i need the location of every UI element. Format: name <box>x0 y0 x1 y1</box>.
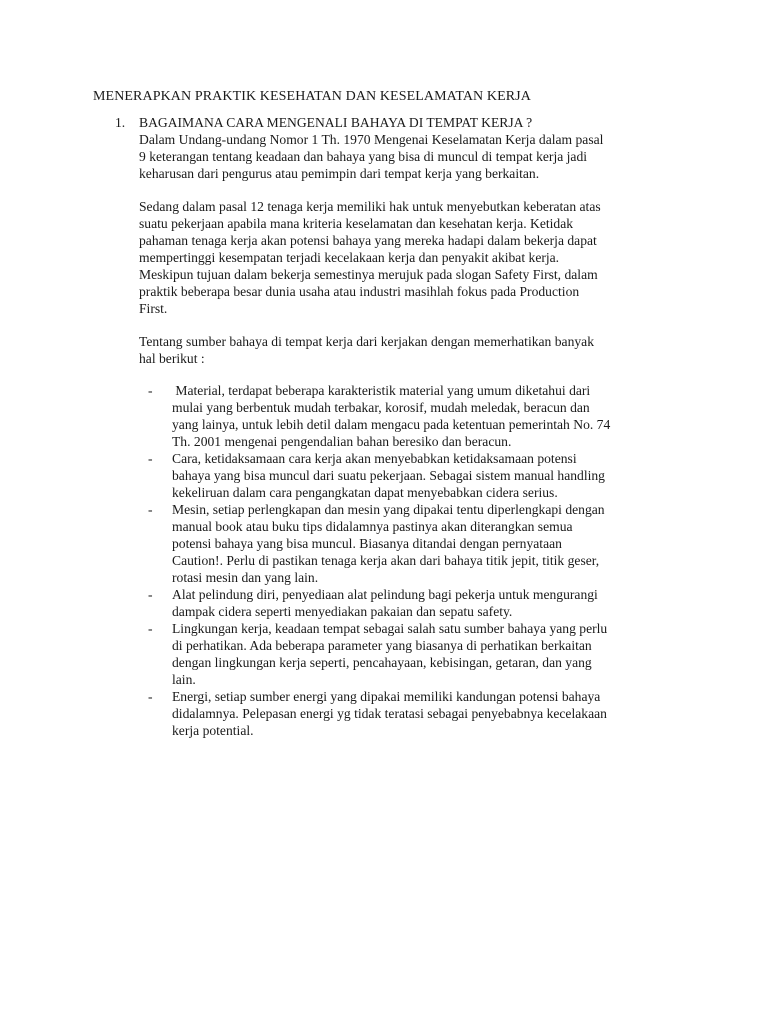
list-line: Lingkungan kerja, keadaan tempat sebagai salah satu sumber bahaya yang perlu <box>172 621 608 636</box>
list-line: Energi, setiap sumber energi yang dipakai memiliki kandungan potensi bahaya <box>172 689 601 704</box>
bullet-dash: - <box>148 502 153 517</box>
paragraph-line: praktik beberapa besar dunia usaha atau industri masihlah fokus pada Production <box>139 284 580 299</box>
paragraph-line: keharusan dari pengurus atau pemimpin dari tempat kerja yang berkaitan. <box>139 166 540 181</box>
list-line: bahaya yang bisa muncul dari suatu pekerjaan. Sebagai sistem manual handling <box>172 468 605 483</box>
paragraph-line: mempertinggi kesempatan terjadi kecelakaan kerja dan penyakit akibat kerja. <box>139 250 560 265</box>
list-line: potensi bahaya yang bisa muncul. Biasanya ditandai dengan pernyataan <box>172 536 562 551</box>
paragraph-line: pahaman tenaga kerja akan potensi bahaya yang mereka hadapi dalam bekerja dapat <box>139 233 597 248</box>
document-title: MENERAPKAN PRAKTIK KESEHATAN DAN KESELAMATAN KERJA <box>93 89 531 104</box>
list-line: kekeliruan dalam cara pengangkatan dapat menyebabkan cidera serius. <box>172 485 558 500</box>
section-number: 1. <box>115 115 126 130</box>
paragraph-line: Meskipun tujuan dalam bekerja semestinya merujuk pada slogan Safety First, dalam <box>139 267 598 282</box>
paragraph-2 <box>139 198 679 317</box>
list-line: Mesin, setiap perlengkapan dan mesin yang dipakai tentu diperlengkapi dengan <box>172 502 605 517</box>
paragraph-line: hal berikut : <box>139 351 205 366</box>
paragraph-line: Dalam Undang-undang Nomor 1 Th. 1970 Mengenai Keselamatan Kerja dalam pasal <box>139 132 604 147</box>
paragraph-line: 9 keterangan tentang keadaan dan bahaya yang bisa di muncul di tempat kerja jadi <box>139 149 588 164</box>
list-item-cara <box>148 450 688 501</box>
section-heading: BAGAIMANA CARA MENGENALI BAHAYA DI TEMPAT KERJA ? <box>139 115 533 130</box>
bullet-dash: - <box>148 621 153 636</box>
list-line: yang lainya, untuk lebih detil dalam mengacu pada ketentuan pemerintah No. 74 <box>172 417 611 432</box>
list-item-lingkungan <box>148 620 688 688</box>
bullet-dash: - <box>148 451 153 466</box>
list-line: kerja potential. <box>172 723 254 738</box>
list-line: Th. 2001 mengenai pengendalian bahan beresiko dan beracun. <box>172 434 512 449</box>
list-line: rotasi mesin dan yang lain. <box>172 570 319 585</box>
list-item-material <box>148 382 688 450</box>
list-line: dampak cidera seperti menyediakan pakaian dan sepatu safety. <box>172 604 513 619</box>
list-line: mulai yang berbentuk mudah terbakar, korosif, mudah meledak, beracun dan <box>172 400 590 415</box>
paragraph-3 <box>139 333 679 367</box>
list-item-mesin <box>148 501 688 586</box>
bullet-dash: - <box>148 587 153 602</box>
list-line: di perhatikan. Ada beberapa parameter yang biasanya di perhatikan berkaitan <box>172 638 592 653</box>
list-line: Caution!. Perlu di pastikan tenaga kerja akan dari bahaya titik jepit, titik geser, <box>172 553 600 568</box>
list-line: Alat pelindung diri, penyediaan alat pelindung bagi pekerja untuk mengurangi <box>172 587 598 602</box>
paragraph-1 <box>139 131 679 182</box>
list-line: manual book atau buku tips didalamnya pastinya akan diterangkan semua <box>172 519 573 534</box>
bullet-dash: - <box>148 689 153 704</box>
bullet-dash: - <box>148 383 153 398</box>
list-line: Cara, ketidaksamaan cara kerja akan menyebabkan ketidaksamaan potensi <box>172 451 577 466</box>
list-line: dengan lingkungan kerja seperti, pencahayaan, kebisingan, getaran, dan yang <box>172 655 592 670</box>
hazard-source-list <box>148 382 688 739</box>
paragraph-line: Sedang dalam pasal 12 tenaga kerja memiliki hak untuk menyebutkan keberatan atas <box>139 199 601 214</box>
list-line: lain. <box>172 672 196 687</box>
list-item-alat-pelindung <box>148 586 688 620</box>
paragraph-line: First. <box>139 301 168 316</box>
paragraph-line: suatu pekerjaan apabila mana kriteria keselamatan dan kesehatan kerja. Ketidak <box>139 216 574 231</box>
list-item-energi <box>148 688 688 739</box>
list-line: Material, terdapat beberapa karakteristik material yang umum diketahui dari <box>172 383 591 398</box>
paragraph-line: Tentang sumber bahaya di tempat kerja dari kerjakan dengan memerhatikan banyak <box>139 334 595 349</box>
list-line: didalamnya. Pelepasan energi yg tidak teratasi sebagai penyebabnya kecelakaan <box>172 706 607 721</box>
